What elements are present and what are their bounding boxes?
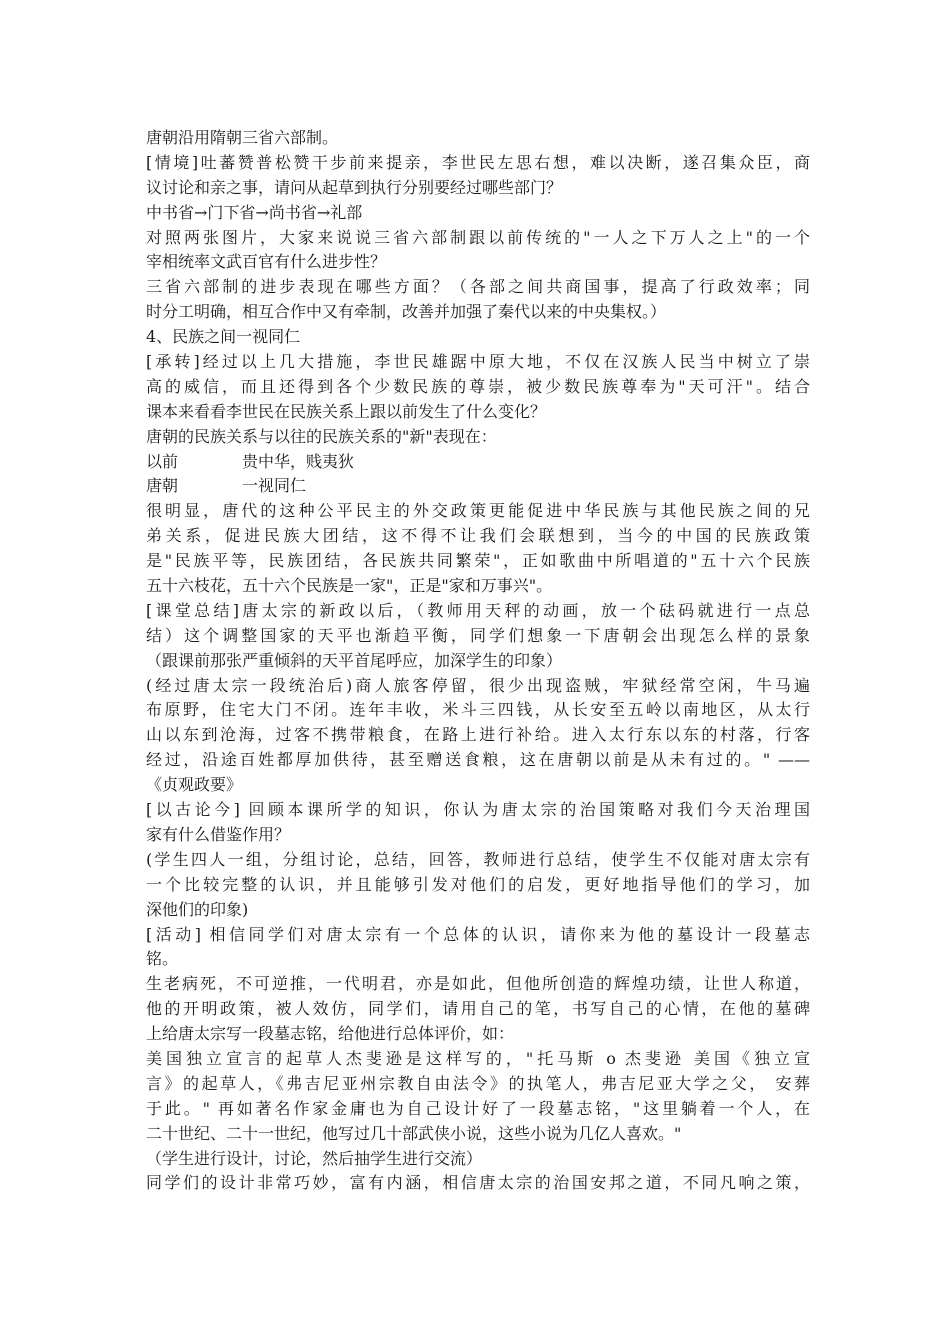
text-line: 美国独立宣言的起草人杰斐逊是这样写的，"托马斯 o 杰斐逊 美国《独立宣 [146, 1048, 810, 1068]
text-line: 家有什么借鉴作用？ [146, 824, 291, 844]
text-line: [以古论今] 回顾本课所学的知识，你认为唐太宗的治国策略对我们今天治理国 [146, 800, 810, 820]
text-line: 经过，沿途百姓都厚加供待，甚至赠送食粮，这在唐朝以前是从未有过的。" —— [146, 750, 810, 770]
text-line: 三省六部制的进步表现在哪些方面？（各部之间共商国事，提高了行政效率；同 [146, 277, 810, 297]
row-label: 唐朝 [146, 476, 179, 496]
text-line: 一个比较完整的认识，并且能够引发对他们的启发，更好地指导他们的学习，加 [146, 874, 810, 894]
text-line: 同学们的设计非常巧妙，富有内涵，相信唐太宗的治国安邦之道，不同凡响之策， [146, 1173, 810, 1193]
text-line [146, 474, 810, 499]
text-line: 五十六枝花，五十六个民族是一家"，正是"家和万事兴"。 [146, 576, 553, 596]
text-line: 宰相统率文武百官有什么进步性？ [146, 252, 387, 272]
text-line: 议讨论和亲之事，请问从起草到执行分别要经过哪些部门？ [146, 177, 563, 197]
row-value: 一视同仁 [242, 476, 307, 496]
text-line: (经过唐太宗一段统治后)商人旅客停留，很少出现盗贼，牢狱经常空闲，牛马遍 [146, 675, 810, 695]
text-line: 于此。" 再如著名作家金庸也为自己设计好了一段墓志铭，"这里躺着一个人，在 [146, 1098, 810, 1118]
text-line: 高的威信，而且还得到各个少数民族的尊崇，被少数民族尊奉为"天可汗"。结合 [146, 376, 810, 396]
text-line: 《贞观政要》 [146, 775, 243, 795]
row-label: 以前 [146, 451, 179, 471]
text-line: 是"民族平等，民族团结，各民族共同繁荣"，正如歌曲中所唱道的"五十六个民族 [146, 551, 810, 571]
text-line: （跟课前那张严重倾斜的天平首尾呼应，加深学生的印象） [146, 650, 563, 670]
text-line: (学生四人一组，分组讨论，总结，回答，教师进行总结，使学生不仅能对唐太宗有 [146, 849, 810, 869]
text-line: [活动] 相信同学们对唐太宗有一个总体的认识，请你来为他的墓设计一段墓志 [146, 924, 810, 944]
text-line: 唐朝的民族关系与以往的民族关系的"新"表现在： [146, 426, 497, 446]
text-line: 二十世纪、二十一世纪，他写过几十部武侠小说，这些小说为几亿人喜欢。" [146, 1123, 682, 1143]
text-line: [承转]经过以上几大措施，李世民雄踞中原大地，不仅在汉族人民当中树立了崇 [146, 352, 810, 372]
text-line: 生老病死，不可逆推，一代明君，亦是如此，但他所创造的辉煌功绩，让世人称道， [146, 974, 810, 994]
text-line: 铭。 [146, 949, 179, 969]
text-line: 课本来看看李世民在民族关系上跟以前发生了什么变化？ [146, 401, 547, 421]
text-line: 对照两张图片，大家来说说三省六部制跟以前传统的"一人之下万人之上"的一个 [146, 227, 810, 247]
text-line: 上给唐太宗写一段墓志铭，给他进行总体评价，如： [146, 1024, 515, 1044]
text-line: [课堂总结]唐太宗的新政以后，（教师用天秤的动画，放一个砝码就进行一点总 [146, 600, 810, 620]
text-line: 布原野，住宅大门不闭。连年丰收，米斗三四钱，从长安至五岭以南地区，从太行 [146, 700, 810, 720]
text-line: （学生进行设计，讨论，然后抽学生进行交流） [146, 1148, 483, 1168]
text-line: 他的开明政策，被人效仿，同学们，请用自己的笔，书写自己的心情，在他的墓碑 [146, 999, 810, 1019]
row-value: 贵中华，贱夷狄 [242, 451, 355, 471]
text-line: 中书省→门下省→尚书省→礼部 [146, 202, 363, 222]
text-line [146, 450, 810, 475]
text-line: 时分工明确，相互合作中又有牵制，改善并加强了秦代以来的中央集权。） [146, 302, 667, 322]
text-line: 结）这个调整国家的天平也渐趋平衡，同学们想象一下唐朝会出现怎么样的景象 [146, 625, 810, 645]
text-line: 弟关系，促进民族大团结，这不得不让我们会联想到，当今的中国的民族政策 [146, 526, 810, 546]
text-line: 山以东到沧海，过客不携带粮食，在路上进行补给。进入太行东以东的村落，行客 [146, 725, 810, 745]
document-body [146, 126, 810, 1196]
text-line: 深他们的印象) [146, 899, 249, 919]
text-line: [情境]吐蕃赞普松赞干步前来提亲，李世民左思右想，难以决断，遂召集众臣，商 [146, 152, 810, 172]
text-line: 唐朝沿用隋朝三省六部制。 [146, 128, 339, 147]
text-line: 言》的起草人，《弗吉尼亚州宗教自由法令》的执笔人，弗吉尼亚大学之父， 安葬 [146, 1073, 810, 1093]
text-line: 很明显，唐代的这种公平民主的外交政策更能促进中华民族与其他民族之间的兄 [146, 501, 810, 521]
text-line: 4、民族之间一视同仁 [146, 327, 301, 347]
